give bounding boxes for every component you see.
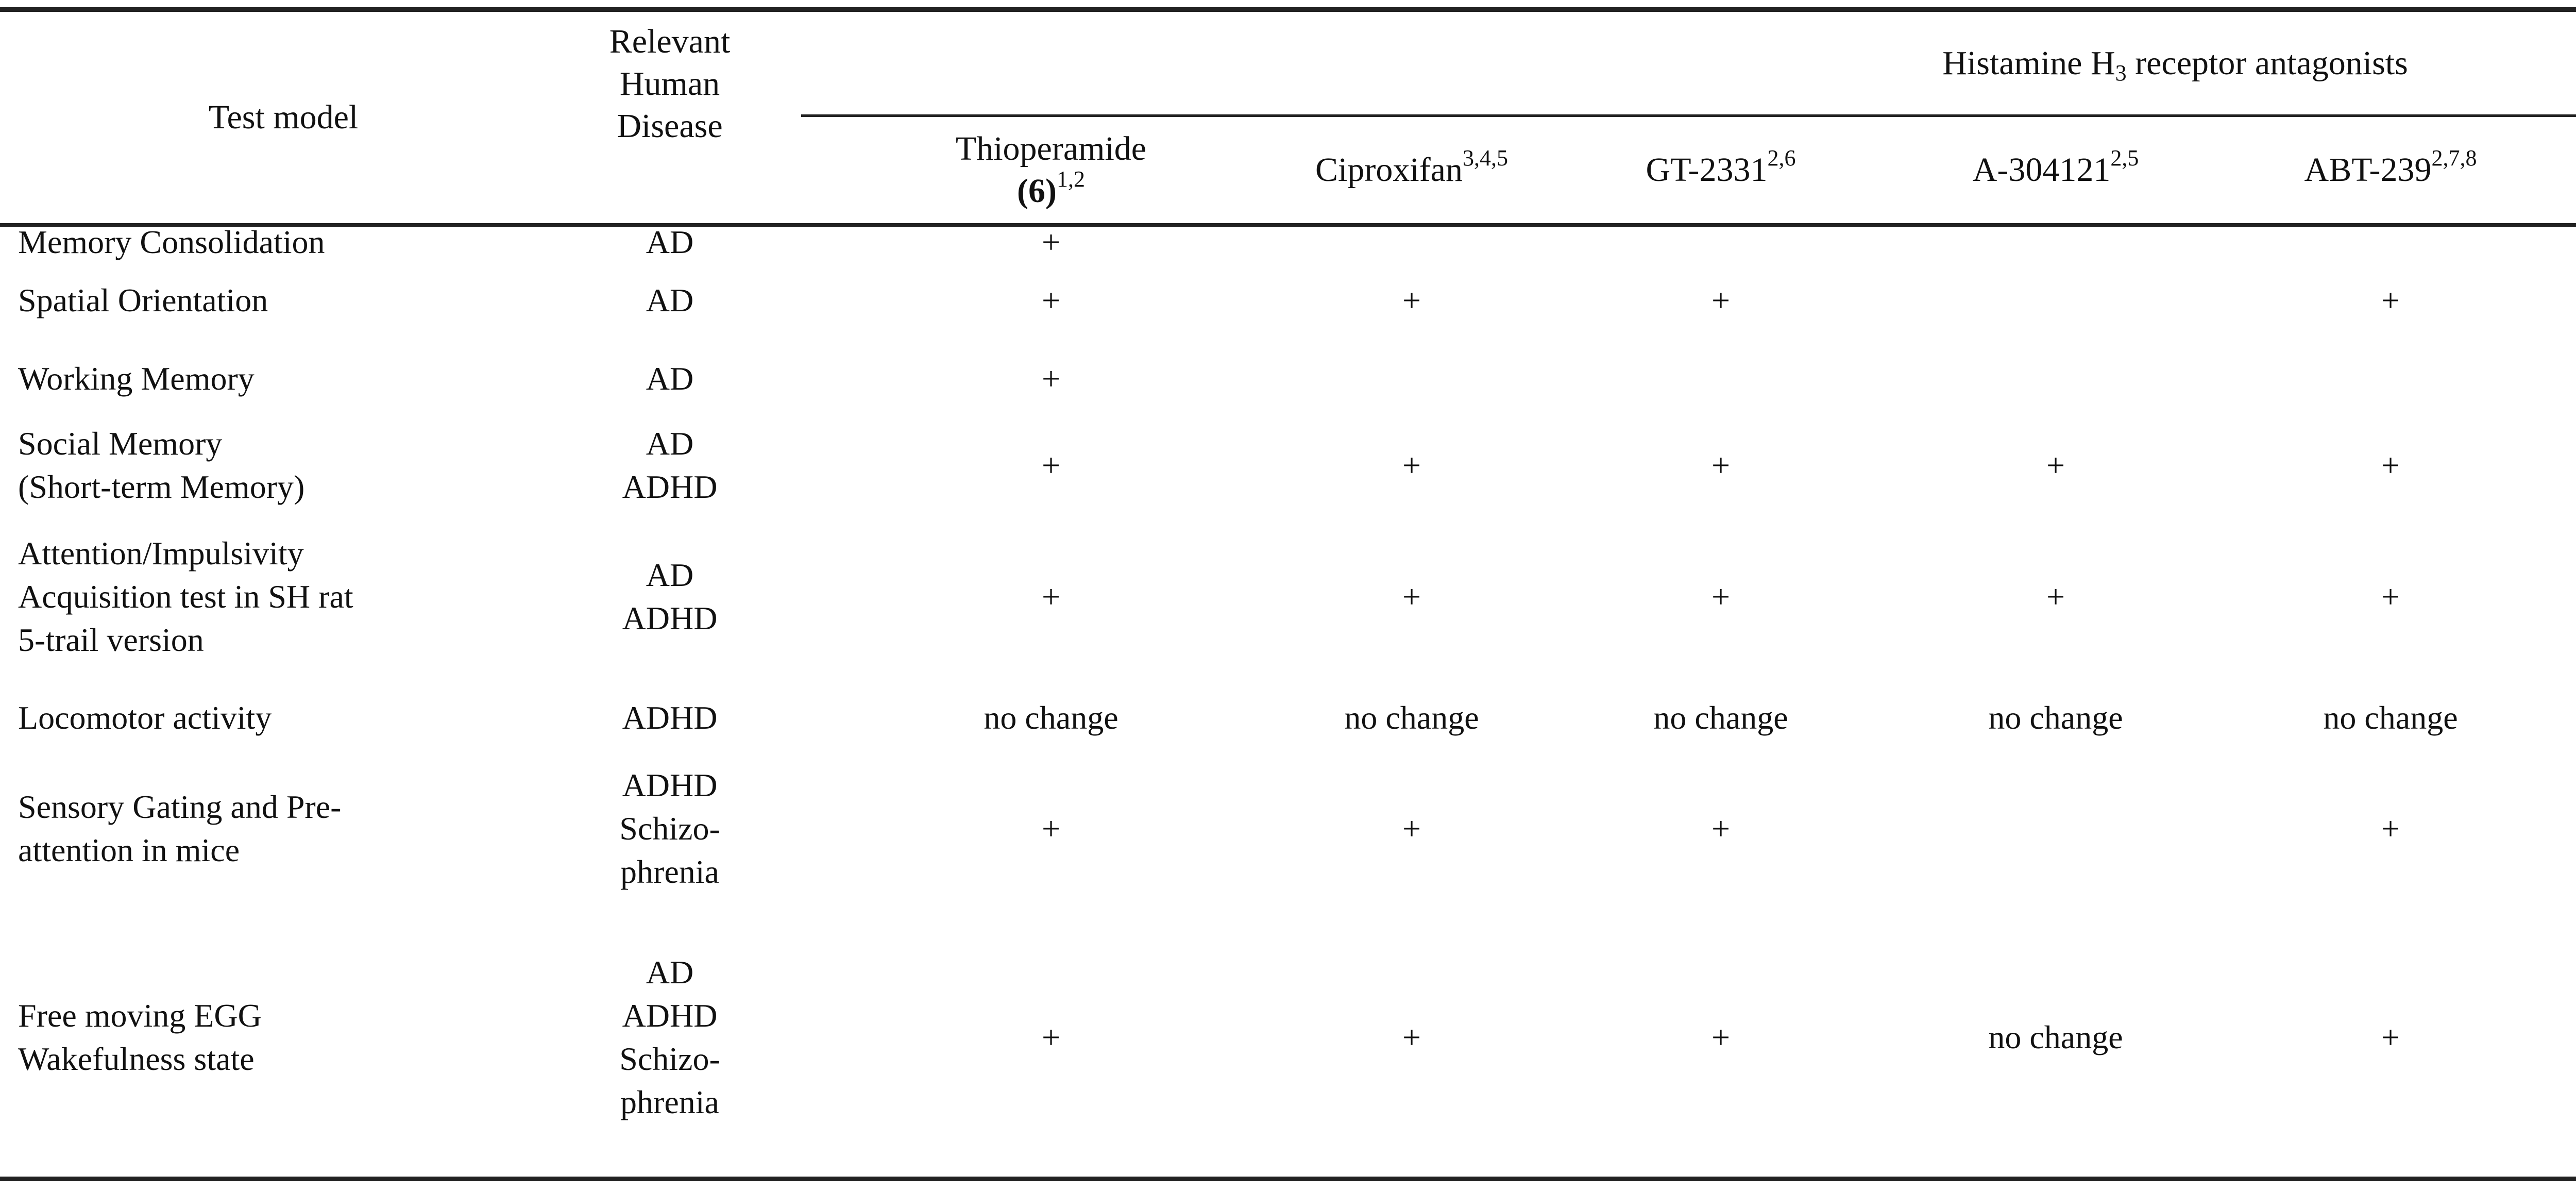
- row-value-cell: [1242, 758, 1582, 899]
- reference-superscript: 2,5: [2110, 145, 2139, 171]
- row-test-model: [18, 899, 567, 1175]
- disease-line: AD: [646, 224, 694, 260]
- header-compound-3: [1551, 119, 1891, 222]
- compound-name: GT-2331: [1646, 151, 1768, 189]
- row-disease: [567, 258, 773, 343]
- plus-mark: +: [1041, 578, 1061, 615]
- row-value-cell: [1886, 227, 2226, 258]
- row-value-cell: [2221, 415, 2561, 515]
- disease-line: AD: [646, 281, 694, 318]
- header-rule: [0, 223, 2576, 227]
- header-compound-line: [1017, 166, 1085, 212]
- plus-mark: +: [2046, 578, 2065, 615]
- row-value-cell: [1551, 227, 1891, 258]
- row-value-cell: [881, 224, 1221, 260]
- header-relevant-disease: [567, 15, 773, 225]
- row-value-cell: [1242, 678, 1582, 758]
- row-value-cell: [1551, 899, 1891, 1175]
- row-value-cell: [881, 758, 1221, 899]
- bottom-rule: [0, 1177, 2576, 1181]
- plus-mark: +: [1402, 578, 1421, 615]
- compound-name: A-304121: [1972, 151, 2111, 189]
- header-disease-line-3: Disease: [617, 107, 723, 145]
- disease-line: ADHD: [622, 468, 718, 505]
- test-model-line: Social Memory: [18, 425, 223, 462]
- disease-line: ADHD: [622, 766, 718, 803]
- plus-mark: +: [1041, 446, 1061, 483]
- row-value-cell: [2221, 343, 2561, 415]
- test-model-line: 5-trail version: [18, 621, 204, 658]
- row-value-cell: [1886, 678, 2226, 758]
- test-model-line: Wakefulness state: [18, 1040, 255, 1077]
- header-compound-line: [1646, 145, 1796, 191]
- header-group-title: [801, 15, 2576, 111]
- test-model-line: Acquisition test in SH rat: [18, 578, 353, 615]
- row-disease: [567, 343, 773, 415]
- header-compound-1: [881, 119, 1221, 222]
- plus-mark: +: [1711, 281, 1731, 318]
- plus-mark: +: [1041, 224, 1061, 260]
- plus-mark: +: [1402, 446, 1421, 483]
- row-test-model: [18, 515, 567, 678]
- row-disease: [567, 415, 773, 515]
- row-value-cell: [1242, 343, 1582, 415]
- reference-superscript: 3,4,5: [1462, 145, 1508, 171]
- disease-line: AD: [646, 953, 694, 991]
- header-compound-5: [2221, 119, 2561, 222]
- header-compound-4: [1886, 119, 2226, 222]
- row-value-cell: [881, 415, 1221, 515]
- row-value-cell: [2221, 227, 2561, 258]
- plus-mark: +: [2381, 1018, 2400, 1055]
- plus-mark: +: [1711, 1018, 1731, 1055]
- disease-line: phrenia: [620, 1083, 719, 1120]
- header-compound-line: [1972, 145, 2139, 191]
- plus-mark: +: [1711, 446, 1731, 483]
- row-value-cell: [1551, 758, 1891, 899]
- reference-superscript: 2,7,8: [2431, 145, 2477, 171]
- value-text: no change: [984, 699, 1118, 736]
- row-disease: [567, 758, 773, 899]
- row-value-cell: [1886, 415, 2226, 515]
- row-disease: [567, 899, 773, 1175]
- disease-line: ADHD: [622, 599, 718, 636]
- plus-mark: +: [1041, 810, 1061, 847]
- row-value-cell: [1242, 515, 1582, 678]
- row-value-cell: [1242, 258, 1582, 343]
- compound-number: (6): [1017, 172, 1057, 210]
- header-compound-line: [2304, 145, 2477, 191]
- row-value-cell: [2221, 258, 2561, 343]
- value-text: no change: [2323, 699, 2458, 736]
- plus-mark: +: [1041, 281, 1061, 318]
- row-value-cell: [1551, 415, 1891, 515]
- value-text: no change: [1988, 699, 2123, 736]
- plus-mark: +: [1402, 1018, 1421, 1055]
- top-rule: [0, 7, 2576, 12]
- plus-mark: +: [1402, 810, 1421, 847]
- header-disease-line-2: Human: [619, 65, 720, 103]
- plus-mark: +: [1711, 810, 1731, 847]
- compound-name: Ciproxifan: [1315, 151, 1463, 189]
- row-test-model: [18, 758, 567, 899]
- row-value-cell: [2221, 758, 2561, 899]
- row-value-cell: [1551, 678, 1891, 758]
- test-model-line: (Short-term Memory): [18, 468, 305, 505]
- row-value-cell: [1242, 415, 1582, 515]
- row-disease: [567, 515, 773, 678]
- plus-mark: +: [1041, 1018, 1061, 1055]
- plus-mark: +: [2381, 281, 2400, 318]
- test-model-line: Free moving EGG: [18, 997, 262, 1034]
- reference-superscript: 2,6: [1767, 145, 1796, 171]
- disease-line: AD: [646, 556, 694, 593]
- header-compound-line: [956, 128, 1146, 170]
- header-compound-2: [1242, 119, 1582, 222]
- row-value-cell: [881, 343, 1221, 415]
- header-group-title-text: Histamine $H_3$ receptor antagonists: [1942, 44, 2408, 86]
- row-value-cell: [2221, 515, 2561, 678]
- plus-mark: +: [2381, 578, 2400, 615]
- disease-line: AD: [646, 425, 694, 462]
- row-value-cell: [1551, 258, 1891, 343]
- row-value-cell: [881, 678, 1221, 758]
- row-value-cell: [881, 899, 1221, 1175]
- row-value-cell: [1886, 258, 2226, 343]
- row-value-cell: [1551, 515, 1891, 678]
- disease-line: ADHD: [622, 699, 718, 736]
- reference-superscript: 1,2: [1056, 166, 1085, 192]
- plus-mark: +: [1711, 578, 1731, 615]
- row-value-cell: [881, 515, 1221, 678]
- row-test-model: [18, 678, 567, 758]
- row-test-model: [18, 258, 567, 343]
- row-test-model: [18, 415, 567, 515]
- test-model-line: Locomotor activity: [18, 699, 272, 736]
- row-value-cell: [1886, 758, 2226, 899]
- row-value-cell: [2221, 678, 2561, 758]
- row-value-cell: [1242, 899, 1582, 1175]
- plus-mark: +: [2381, 810, 2400, 847]
- disease-line: Schizo-: [619, 1040, 720, 1077]
- test-model-line: Memory Consolidation: [18, 224, 325, 260]
- disease-line: ADHD: [622, 997, 718, 1034]
- test-model-line: attention in mice: [18, 831, 240, 868]
- header-disease-line-1: Relevant: [609, 23, 731, 60]
- disease-line: AD: [646, 360, 694, 397]
- compound-name: Thioperamide: [955, 130, 1147, 167]
- plus-mark: +: [1402, 281, 1421, 318]
- value-text: no change: [1988, 1018, 2123, 1055]
- test-model-line: Attention/Impulsivity: [18, 534, 304, 572]
- row-test-model: [18, 343, 567, 415]
- group-header-rule: [801, 114, 2576, 117]
- row-value-cell: [1242, 227, 1582, 258]
- disease-line: Schizo-: [619, 810, 720, 847]
- header-compound-line: [1315, 145, 1508, 191]
- disease-line: phrenia: [620, 853, 719, 890]
- header-test-model: [0, 15, 567, 220]
- row-value-cell: [1886, 343, 2226, 415]
- row-value-cell: [1886, 899, 2226, 1175]
- value-text: no change: [1653, 699, 1788, 736]
- row-value-cell: [1886, 515, 2226, 678]
- header-test-model-text: Test model: [208, 98, 359, 136]
- row-value-cell: [1551, 343, 1891, 415]
- plus-mark: +: [1041, 360, 1061, 397]
- plus-mark: +: [2381, 446, 2400, 483]
- row-disease: [567, 224, 773, 260]
- row-disease: [567, 678, 773, 758]
- row-value-cell: [881, 258, 1221, 343]
- compound-name: ABT-239: [2304, 151, 2432, 189]
- test-model-line: Spatial Orientation: [18, 281, 268, 318]
- row-value-cell: [2221, 899, 2561, 1175]
- value-text: no change: [1344, 699, 1479, 736]
- plus-mark: +: [2046, 446, 2065, 483]
- test-model-line: Working Memory: [18, 360, 255, 397]
- row-test-model: [18, 224, 567, 260]
- test-model-line: Sensory Gating and Pre-: [18, 788, 342, 825]
